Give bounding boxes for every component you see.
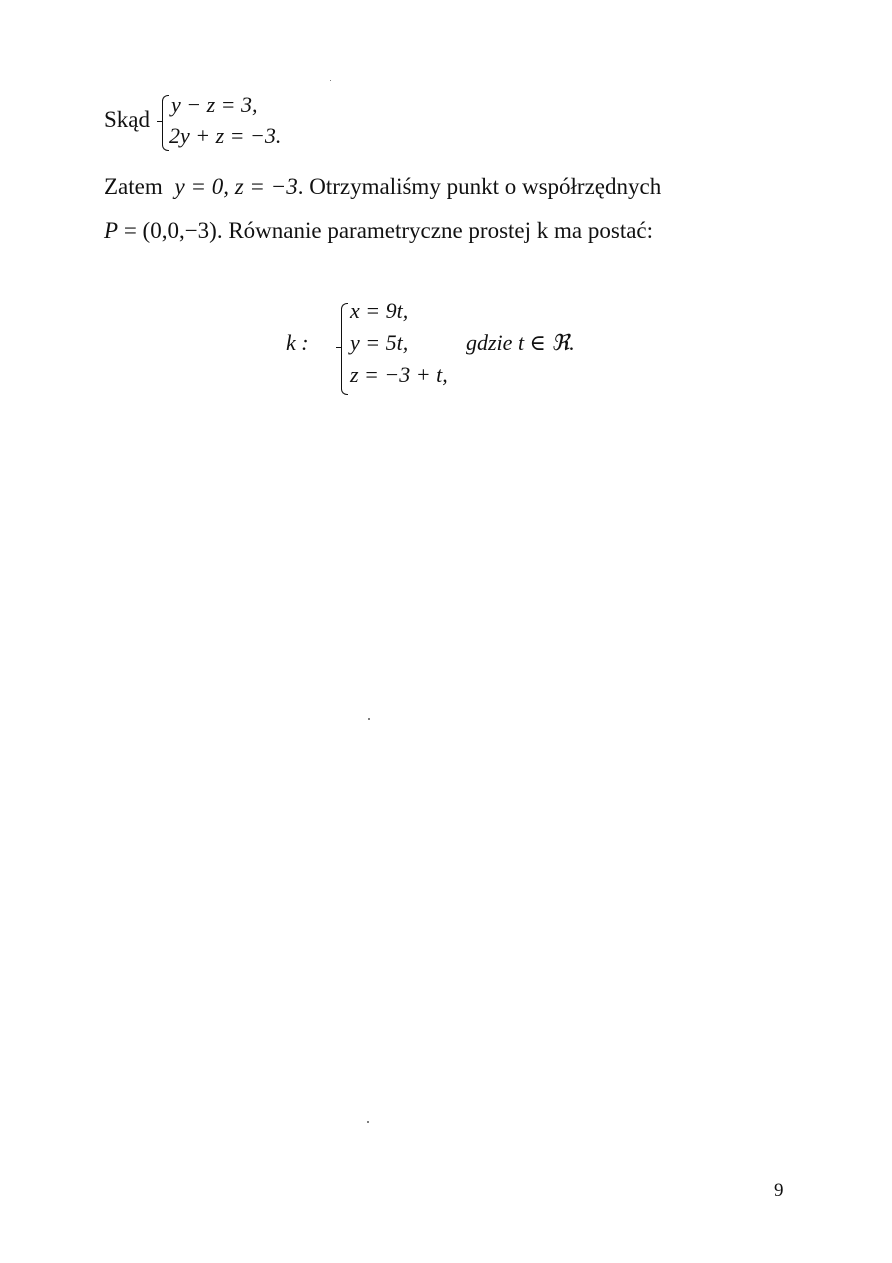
point-line-text: . Równanie parametryczne prostej k ma postać: [216, 218, 654, 243]
system1-equation-1: y − z = 3, [171, 92, 258, 117]
system-brace-large-tip [336, 347, 341, 348]
system-brace-small [162, 95, 169, 151]
system-brace-small-tip [157, 121, 162, 122]
system2-equation-x: x = 9t, [350, 298, 409, 323]
page-number: 9 [774, 1180, 784, 1201]
zatem-text: . Otrzymaliśmy punkt o współrzędnych [297, 174, 662, 199]
zatem-line [104, 174, 661, 200]
scan-speck [330, 80, 331, 81]
system2-equation-y: y = 5t, [350, 330, 409, 355]
system1-equation-2: 2y + z = −3. [169, 123, 282, 148]
system-brace-large [341, 303, 348, 395]
line-k-label: k : [286, 330, 309, 355]
point-line [104, 218, 653, 244]
scan-speck [367, 1121, 369, 1123]
point-coordinates: = (0,0,−3) [118, 218, 217, 243]
system2-equation-z: z = −3 + t, [350, 362, 448, 387]
parameter-condition: gdzie t ∈ ℜ. [466, 330, 575, 355]
zatem-prefix: Zatem [104, 174, 163, 199]
zatem-values: y = 0, z = −3 [174, 174, 298, 199]
point-symbol: P [104, 218, 119, 243]
scan-speck [368, 718, 370, 720]
skad-label: Skąd [104, 107, 150, 132]
